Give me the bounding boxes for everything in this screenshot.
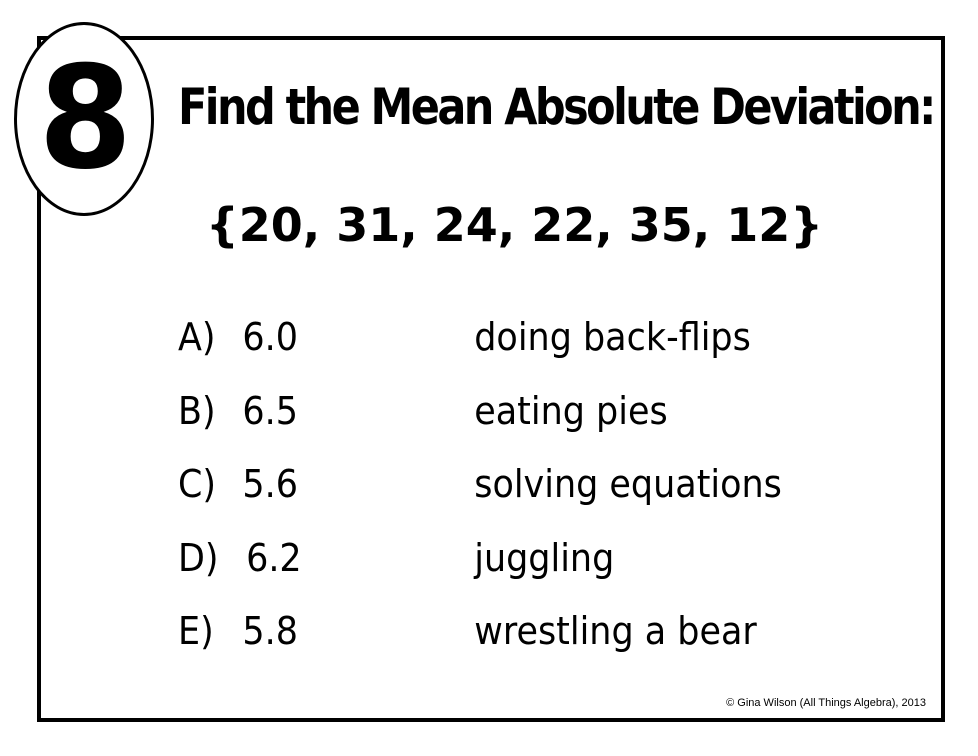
choice-letter: D) [178, 535, 219, 580]
choice-letter: E) [178, 609, 214, 653]
choice-phrase: doing back-flips [474, 315, 751, 359]
choice-value: 6.2 [246, 535, 302, 580]
choice-phrase: juggling [474, 535, 615, 580]
choice-phrase: solving equations [474, 462, 782, 506]
problem-number: 8 [38, 36, 130, 201]
choice-letter: C) [178, 462, 217, 506]
choice-a [178, 314, 767, 388]
choice-d [178, 535, 767, 609]
choice-e [178, 608, 767, 682]
choice-letter: B) [178, 388, 216, 433]
answer-choices [178, 314, 818, 682]
choice-value: 6.5 [242, 388, 299, 433]
choice-value: 5.8 [242, 609, 299, 653]
problem-number-badge [14, 22, 154, 216]
choice-value: 5.6 [242, 462, 299, 506]
choice-c [178, 461, 782, 535]
copyright-notice: © Gina Wilson (All Things Algebra), 2013 [726, 697, 926, 709]
choice-letter: A) [178, 315, 216, 359]
choice-b [178, 388, 767, 462]
data-set: {20, 31, 24, 22, 35, 12} [206, 198, 824, 252]
choice-phrase: eating pies [474, 388, 668, 433]
question-title: Find the Mean Absolute Deviation: [178, 78, 934, 136]
choice-phrase: wrestling a bear [474, 609, 757, 653]
choice-value: 6.0 [242, 315, 299, 359]
